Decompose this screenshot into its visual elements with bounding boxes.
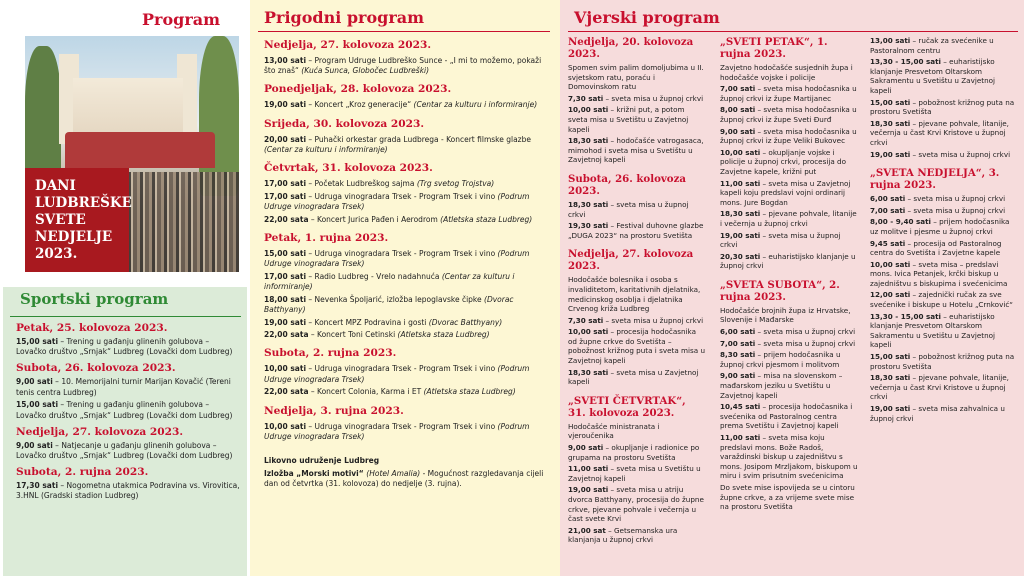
vjerski-col-3 bbox=[870, 36, 1018, 431]
event-text: Do svete mise ispovijeda se u cintoru župne crkve, a za vrijeme svete mise na prostoru Svetišta bbox=[720, 482, 855, 512]
day-section bbox=[258, 232, 550, 341]
event-text: – Udruga vinogradara Trsek - Program Trsek i vino bbox=[306, 364, 498, 374]
event-text: – Puhački orkestar grada Ludbrega - Koncert filmske glazbe bbox=[306, 134, 531, 144]
event-item bbox=[720, 339, 858, 349]
day-heading: Petak, 1. rujna 2023. bbox=[264, 231, 389, 244]
event-item bbox=[258, 272, 550, 292]
event-item bbox=[258, 56, 550, 76]
sport-days bbox=[10, 322, 241, 502]
event-place: (Centar za kulturu i informiranje) bbox=[264, 271, 515, 291]
photo-trees-left bbox=[25, 46, 61, 186]
sport-divider bbox=[10, 316, 241, 317]
event-item bbox=[720, 483, 858, 512]
day-heading: Petak, 25. kolovoza 2023. bbox=[16, 322, 168, 334]
likovno-title: Likovno udruženje Ludbreg bbox=[264, 455, 380, 465]
event-item bbox=[568, 485, 706, 523]
day-section bbox=[568, 173, 706, 240]
event-item bbox=[870, 239, 1018, 258]
event-time: 22,00 sata bbox=[264, 330, 309, 340]
event-time: 19,00 sati bbox=[870, 404, 911, 413]
event-time: 17,00 sati bbox=[264, 191, 307, 201]
event-text: – Koncert Colonia, Karma i ET bbox=[308, 387, 424, 397]
hero-line: 2023. bbox=[35, 246, 78, 262]
event-item bbox=[720, 84, 858, 103]
vjerski-title: Vjerski program bbox=[574, 8, 720, 27]
day-section bbox=[258, 118, 550, 155]
event-text: – Trening u gađanju glinenih golubova – Lovačko društvo „Srnjak“ Ludbreg (Lovački dom Ludbreg) bbox=[16, 400, 233, 420]
event-text: – sveta misa u župnoj crkvi bbox=[905, 194, 1006, 204]
day-section bbox=[10, 362, 241, 420]
event-text: – Getsemanska ura klanjanja u župnoj crkvi bbox=[568, 525, 678, 545]
day-section bbox=[568, 248, 706, 387]
event-time: 10,00 sati bbox=[568, 327, 609, 337]
event-item bbox=[10, 377, 241, 397]
event-place: (Kuća Sunca, Globočec Ludbreški) bbox=[301, 66, 430, 76]
event-place: (Trg svetog Trojstva) bbox=[416, 179, 495, 189]
event-item bbox=[870, 150, 1018, 160]
event-place: (Centar za kulturu i informiranje) bbox=[264, 144, 388, 154]
event-place: (Centar za kulturu i informiranje) bbox=[413, 100, 538, 110]
day-section bbox=[720, 279, 858, 512]
event-time: 19,00 sati bbox=[568, 485, 609, 495]
event-time: 17,00 sati bbox=[264, 271, 307, 281]
event-item bbox=[568, 316, 706, 326]
day-heading: Subota, 26. kolovoza 2023. bbox=[568, 172, 686, 197]
event-time: 9,00 sati bbox=[16, 377, 53, 387]
event-item bbox=[720, 327, 858, 337]
day-section bbox=[720, 36, 858, 271]
day-heading: Ponedjeljak, 28. kolovoza 2023. bbox=[264, 83, 452, 96]
event-time: 17,30 sati bbox=[16, 481, 59, 491]
event-text: – misa na slovenskom – mađarskom jeziku u Svetištu u Zavjetnoj kapeli bbox=[720, 371, 843, 400]
event-item bbox=[870, 206, 1018, 216]
prigodni-column bbox=[250, 0, 560, 576]
event-text: – sveta misa u atriju dvorca Batthyany, procesija do župne crkve, pjevane pohvale i večernja u čast svete Krvi bbox=[568, 485, 704, 524]
event-time: 7,30 sati bbox=[568, 315, 604, 325]
event-text: – sveta misa u Zavjetnoj kapeli koju predslavi vojni ordinarij mons. Jure Bogdan bbox=[720, 178, 851, 207]
event-text: – sveta misa u Svetištu u Zavjetnoj kapeli bbox=[568, 464, 701, 483]
event-item bbox=[720, 371, 858, 400]
event-text: – pjevane pohvale, litanije i večernja u župnoj crkvi bbox=[720, 209, 857, 228]
event-item bbox=[568, 221, 706, 240]
event-text: – sveta misa hodočasnika u župnoj crkvi iz župe Sveti Đurđ bbox=[720, 105, 857, 124]
event-item bbox=[10, 400, 241, 420]
event-time: 15,00 sati bbox=[870, 97, 911, 107]
event-text: – pjevane pohvale, litanije, večernja u čast Krvi Kristove u župnoj crkvi bbox=[870, 373, 1009, 402]
event-time: 15,00 sati bbox=[870, 352, 911, 362]
event-text: – sveta misa u župnoj crkvi bbox=[720, 230, 841, 250]
event-text: – Koncert MPZ Podravina i gosti bbox=[306, 317, 429, 327]
likovno-text bbox=[264, 469, 550, 489]
event-text: – sveta misa u Zavjetnoj kapeli bbox=[568, 367, 699, 387]
event-item bbox=[568, 526, 706, 545]
event-text: – euharistijsko klanjanje u župnoj crkvi bbox=[720, 251, 856, 271]
event-item bbox=[720, 148, 858, 177]
event-item bbox=[258, 422, 550, 442]
event-text: – Udruga vinogradara Trsek - Program Trsek i vino bbox=[306, 191, 498, 201]
event-text: – sveta misa u župnoj crkvi bbox=[603, 315, 704, 325]
likovno-label: Izložba „Morski motivi“ bbox=[264, 469, 367, 479]
vjerski-divider bbox=[568, 31, 1018, 32]
vjerski-col-1 bbox=[568, 36, 706, 553]
event-place: (Atletska staza Ludbreg) bbox=[397, 330, 490, 340]
event-time: 9,00 sati bbox=[720, 126, 756, 136]
event-item bbox=[720, 179, 858, 208]
day-heading: Srijeda, 30. kolovoza 2023. bbox=[264, 117, 425, 130]
event-text: – prijem hodočasnika u župnoj crkvi pjesmom i molitvom bbox=[720, 350, 841, 369]
event-time: 10,00 sati bbox=[720, 147, 761, 157]
event-text: – Nogometna utakmica Podravina vs. Virovitica, 3.HNL (Gradski stadion Ludbreg) bbox=[16, 481, 240, 501]
event-text: – prijem hodočasnika uz molitve i pjesme u župnoj crkvi bbox=[870, 217, 1010, 236]
event-time: 8,00 sati bbox=[720, 105, 756, 115]
event-time: 11,00 sati bbox=[720, 178, 761, 188]
event-time: 13,30 - 15,00 sati bbox=[870, 311, 941, 321]
event-item bbox=[10, 337, 241, 357]
event-item bbox=[870, 98, 1018, 117]
event-text: – Koncert Jurica Pađen i Aerodrom bbox=[308, 214, 441, 224]
event-time: 22,00 sata bbox=[264, 387, 309, 397]
event-item bbox=[568, 327, 706, 365]
day-section bbox=[258, 347, 550, 397]
event-item bbox=[568, 136, 706, 165]
event-time: 10,45 sati bbox=[720, 402, 761, 412]
day-heading: Nedjelja, 20. kolovoza 2023. bbox=[568, 36, 694, 60]
event-time: 19,30 sati bbox=[568, 221, 609, 231]
event-text: – Udruga vinogradara Trsek - Program Trsek i vino bbox=[306, 421, 498, 431]
day-description: Hodočašće bolesnika i osoba s invaliditetom, karitativnih djelatnika, medicinskog osoblja i djelatnika Crvenog križa Ludbreg bbox=[568, 275, 701, 314]
event-time: 17,00 sati bbox=[264, 179, 307, 189]
event-text: – Program Udruge Ludbreško Sunce - „I mi to možemo, pokaži što znaš“ bbox=[264, 56, 542, 76]
event-text: – euharistijsko klanjanje Presvetom Oltarskom Sakramentu u Svetištu u Zavjetnoj kapeli bbox=[870, 311, 996, 350]
event-text: – sveta misa hodočasnika u župnoj crkvi iz župe Martijanec bbox=[720, 84, 857, 103]
event-time: 15,00 sati bbox=[16, 337, 59, 346]
day-description: Hodočašće brojnih župa iz Hrvatske, Slovenije i Mađarske bbox=[720, 305, 851, 325]
event-item bbox=[568, 200, 706, 219]
prigodni-title: Prigodni program bbox=[264, 8, 425, 27]
event-item bbox=[870, 57, 1018, 95]
event-text: – Radio Ludbreg - Vrelo nadahnuća bbox=[306, 271, 442, 281]
hero-title-box bbox=[25, 168, 132, 272]
event-item bbox=[870, 119, 1018, 148]
event-time: 7,00 sati bbox=[720, 338, 756, 348]
event-time: 13,30 - 15,00 sati bbox=[870, 57, 941, 67]
event-time: 9,00 sati bbox=[568, 443, 604, 453]
event-text: – sveta misa hodočasnika u župnoj crkvi iz župe Veliki Bukovec bbox=[720, 126, 857, 146]
event-item bbox=[870, 352, 1018, 371]
event-time: 19,00 sati bbox=[720, 230, 761, 240]
hero-line: SVETE bbox=[35, 212, 86, 228]
event-text: – sveta misa koju predslavi mons. Bože Radoš, varaždinski biskup u zajedništvu s mons. Josipom Mrzljakom, biskupom u miru i svim prisutnim svećenicima bbox=[720, 433, 858, 481]
event-time: 11,00 sati bbox=[720, 433, 761, 442]
event-text: – ručak za svećenike u Pastoralnom centru bbox=[870, 36, 994, 55]
day-section bbox=[10, 466, 241, 501]
event-text: – Nevenka Špoljarić, izložba lepoglavske čipke bbox=[306, 294, 485, 304]
event-text: – sveta misa u župnoj crkvi bbox=[603, 93, 704, 103]
sport-title: Sportski program bbox=[20, 290, 169, 308]
event-time: 10,00 sati bbox=[264, 421, 307, 431]
event-time: 18,30 sati bbox=[870, 373, 911, 383]
event-place: (Dvorac Batthyany) bbox=[428, 317, 503, 327]
likovno-desc: - Mogućnost razgledavanja cijeli dan od četvrtka (31. kolovoza) do nedjelje (3. rujna). bbox=[264, 469, 544, 489]
event-text: – sveta misa – predslavi mons. Ivica Petanjek, krčki biskup u zajedništvu s biskupima i svećenicima bbox=[870, 259, 1008, 288]
event-item bbox=[720, 433, 858, 481]
event-item bbox=[870, 312, 1018, 350]
event-time: 20,00 sati bbox=[264, 134, 307, 144]
event-time: 18,30 sati bbox=[870, 118, 911, 128]
event-item bbox=[720, 252, 858, 271]
event-time: 21,00 sat bbox=[568, 525, 606, 535]
prigodni-divider bbox=[258, 31, 550, 32]
event-item bbox=[258, 100, 550, 110]
event-item bbox=[258, 179, 550, 189]
day-section bbox=[258, 39, 550, 76]
event-place: (Podrum Udruge vinogradara Trsek) bbox=[264, 421, 530, 441]
hero-line: LUDBREŠKE bbox=[35, 195, 132, 211]
event-time: 13,00 sati bbox=[870, 36, 911, 45]
hero-line: DANI bbox=[35, 178, 76, 194]
hero-line: NEDJELJE bbox=[35, 229, 113, 245]
event-text: – Festival duhovne glazbe „DUGA 2023“ na prostoru Svetišta bbox=[568, 221, 704, 240]
vjerski-column bbox=[560, 0, 1024, 576]
event-item bbox=[870, 217, 1018, 236]
event-text: – Udruga vinogradara Trsek - Program Trsek i vino bbox=[306, 248, 498, 258]
event-text: – sveta misa u župnoj crkvi bbox=[755, 327, 856, 337]
event-item bbox=[870, 290, 1018, 309]
day-heading: „SVETA SUBOTA“, 2. rujna 2023. bbox=[720, 278, 840, 303]
event-time: 10,00 sati bbox=[870, 259, 911, 269]
event-time: 9,00 sati bbox=[16, 440, 53, 450]
event-item bbox=[870, 404, 1018, 423]
event-item bbox=[870, 194, 1018, 204]
event-time: 19,00 sati bbox=[870, 149, 911, 159]
sport-section bbox=[3, 287, 247, 576]
event-time: 18,30 sati bbox=[720, 209, 761, 219]
day-heading: Nedjelja, 27. kolovoza 2023. bbox=[264, 39, 432, 51]
event-time: 7,00 sati bbox=[720, 84, 756, 94]
likovno-block bbox=[258, 456, 550, 490]
event-text: – Početak Ludbreškog sajma bbox=[306, 179, 417, 189]
photo-altar bbox=[65, 132, 215, 168]
event-text: – 10. Memorijalni turnir Marijan Kovačić (Tereni tenis centra Ludbreg) bbox=[16, 377, 231, 397]
event-item bbox=[720, 402, 858, 431]
event-item bbox=[258, 215, 550, 225]
prigodni-days bbox=[258, 39, 550, 442]
left-column bbox=[0, 0, 250, 576]
day-heading: „SVETI PETAK“, 1. rujna 2023. bbox=[720, 36, 828, 60]
vjerski-col-2 bbox=[720, 36, 858, 520]
day-heading: Nedjelja, 27. kolovoza 2023. bbox=[16, 425, 184, 438]
event-place: (Podrum Udruge vinogradara Trsek) bbox=[264, 364, 530, 384]
day-heading: Nedjelja, 3. rujna 2023. bbox=[264, 404, 404, 417]
event-text: – okupljanje vojske i policije u župnoj crkvi, procesija do Zavjetne kapele, križni put bbox=[720, 147, 846, 176]
event-time: 10,00 sati bbox=[264, 364, 307, 374]
event-place: (Atletska staza Ludbreg) bbox=[423, 387, 516, 397]
event-item bbox=[258, 318, 550, 328]
event-text: – zajednički ručak za sve svećenike i biskupe u Hotelu „Crnković“ bbox=[870, 290, 1013, 310]
event-item bbox=[258, 387, 550, 397]
event-text: – Trening u gađanju glinenih golubova – Lovačko društvo „Srnjak“ Ludbreg (Lovački dom Ludbreg) bbox=[16, 337, 233, 357]
event-item bbox=[720, 231, 858, 250]
day-heading: Subota, 2. rujna 2023. bbox=[16, 466, 149, 479]
day-description: Hodočašće ministranata i vjeroučenika bbox=[568, 421, 660, 441]
event-place: (Podrum Udruge vinogradara Trsek) bbox=[264, 191, 530, 211]
day-heading: Subota, 2. rujna 2023. bbox=[264, 347, 397, 360]
event-item bbox=[258, 249, 550, 269]
event-text: – sveta misa u župnoj crkvi bbox=[568, 199, 689, 219]
event-text: – Koncert „Kroz generacije“ bbox=[306, 100, 414, 110]
event-item bbox=[258, 364, 550, 384]
event-place: (Atletska staza Ludbreg) bbox=[440, 214, 533, 224]
event-item bbox=[258, 135, 550, 155]
event-time: 18,30 sati bbox=[568, 367, 609, 377]
event-item bbox=[870, 373, 1018, 402]
day-heading: „SVETA NEDJELJA“, 3. rujna 2023. bbox=[870, 167, 1000, 192]
event-item bbox=[720, 105, 858, 124]
event-text: – pjevane pohvale, litanije, večernja u čast Krvi Kristove u župnoj crkvi bbox=[870, 118, 1009, 147]
event-time: 7,00 sati bbox=[870, 205, 906, 215]
day-section bbox=[870, 36, 1018, 159]
event-item bbox=[258, 295, 550, 315]
day-section bbox=[258, 405, 550, 442]
day-heading: Subota, 26. kolovoza 2023. bbox=[16, 362, 176, 375]
event-text: – pobožnost križnog puta na prostoru Svetišta bbox=[870, 352, 1015, 371]
day-description: Zavjetno hodočašće susjednih župa i hodočašće vojske i policije bbox=[720, 63, 853, 82]
event-time: 12,00 sati bbox=[870, 290, 911, 300]
event-place: (Dvorac Batthyany) bbox=[264, 294, 514, 314]
event-text: – hodočašće vatrogasaca, mimohod i sveta misa u Svetištu u Zavjetnoj kapeli bbox=[568, 136, 704, 165]
event-time: 8,00 - 9,40 sati bbox=[870, 217, 931, 227]
day-section bbox=[568, 395, 706, 545]
event-time: 11,00 sati bbox=[568, 464, 609, 474]
event-time: 15,00 sati bbox=[16, 400, 59, 410]
day-section bbox=[258, 162, 550, 225]
event-text: – sveta misa u župnoj crkvi bbox=[755, 338, 856, 348]
event-text: – Koncert Toni Cetinski bbox=[308, 330, 398, 340]
day-section bbox=[10, 426, 241, 461]
event-item bbox=[568, 368, 706, 387]
day-description: Spomen svim palim domoljubima u II. svjetskom ratu, poraću i Domovinskom ratu bbox=[568, 63, 704, 92]
event-time: 19,00 sati bbox=[264, 100, 307, 110]
event-text: – sveta misa u župnoj crkvi bbox=[910, 149, 1011, 159]
day-section bbox=[568, 36, 706, 165]
likovno-place: (Hotel Amalia) bbox=[366, 469, 421, 479]
event-time: 20,30 sati bbox=[720, 251, 761, 261]
event-time: 10,00 sati bbox=[568, 105, 609, 115]
event-time: 6,00 sati bbox=[720, 327, 756, 337]
event-time: 18,30 sati bbox=[568, 199, 609, 209]
event-time: 19,00 sati bbox=[264, 317, 307, 327]
event-text: – križni put, a potom sveta misa u Svetištu u Zavjetnoj kapeli bbox=[568, 105, 689, 134]
event-item bbox=[568, 105, 706, 134]
event-text: – pobožnost križnog puta na prostoru Svetišta bbox=[870, 97, 1015, 117]
event-time: 22,00 sata bbox=[264, 214, 309, 224]
event-time: 18,30 sati bbox=[568, 136, 609, 146]
event-time: 18,00 sati bbox=[264, 294, 307, 304]
event-time: 7,30 sati bbox=[568, 93, 604, 103]
event-time: 9,00 sati bbox=[720, 371, 756, 381]
event-item bbox=[720, 350, 858, 369]
event-text: – procesija hodočasnika i svećenika od Pastoralnog centra prema Svetištu i Zavjetnoj kapeli bbox=[720, 402, 853, 431]
event-time: 13,00 sati bbox=[264, 56, 307, 65]
event-item bbox=[258, 192, 550, 212]
event-item bbox=[10, 481, 241, 501]
event-text: – euharistijsko klanjanje Presvetom Oltarskom Sakramentu u Svetištu u Zavjetnoj kapeli bbox=[870, 57, 996, 95]
day-section bbox=[10, 322, 241, 357]
day-section bbox=[258, 83, 550, 110]
event-text: – Natjecanje u gađanju glinenih golubova – Lovačko društvo „Srnjak“ Ludbreg (Lovački dom Ludbreg) bbox=[16, 440, 233, 460]
event-item bbox=[568, 464, 706, 483]
event-text: – procesija od Pastoralnog centra do Svetišta i Zavjetne kapele bbox=[870, 238, 1002, 258]
event-text: – okupljanje i radionice po grupama na prostoru Svetišta bbox=[568, 443, 700, 462]
event-time: 9,45 sati bbox=[870, 238, 906, 248]
event-item bbox=[720, 127, 858, 146]
event-place: (Podrum Udruge vinogradara Trsek) bbox=[264, 248, 530, 269]
event-item bbox=[258, 330, 550, 340]
event-item bbox=[870, 36, 1018, 55]
event-time: 8,30 sati bbox=[720, 350, 756, 360]
event-item bbox=[10, 441, 241, 461]
event-time: 15,00 sati bbox=[264, 248, 307, 258]
event-item bbox=[720, 209, 858, 228]
event-time: 6,00 sati bbox=[870, 194, 906, 204]
program-title: Program bbox=[142, 10, 221, 29]
event-item bbox=[870, 260, 1018, 289]
event-item bbox=[568, 94, 706, 104]
event-text: – sveta misa zahvalnica u župnoj crkvi bbox=[870, 404, 1005, 423]
day-heading: „SVETI ČETVRTAK“, 31. kolovoza 2023. bbox=[568, 394, 686, 419]
event-text: – procesija hodočasnika od župne crkve do Svetišta – pobožnost križnog puta i sveta misa u Zavjetnoj kapeli bbox=[568, 327, 706, 366]
day-heading: Četvrtak, 31. kolovoza 2023. bbox=[264, 162, 433, 175]
event-text: – sveta misa u župnoj crkvi bbox=[905, 205, 1006, 215]
day-heading: Nedjelja, 27. kolovoza 2023. bbox=[568, 248, 694, 273]
day-section bbox=[870, 167, 1018, 423]
event-item bbox=[568, 443, 706, 462]
